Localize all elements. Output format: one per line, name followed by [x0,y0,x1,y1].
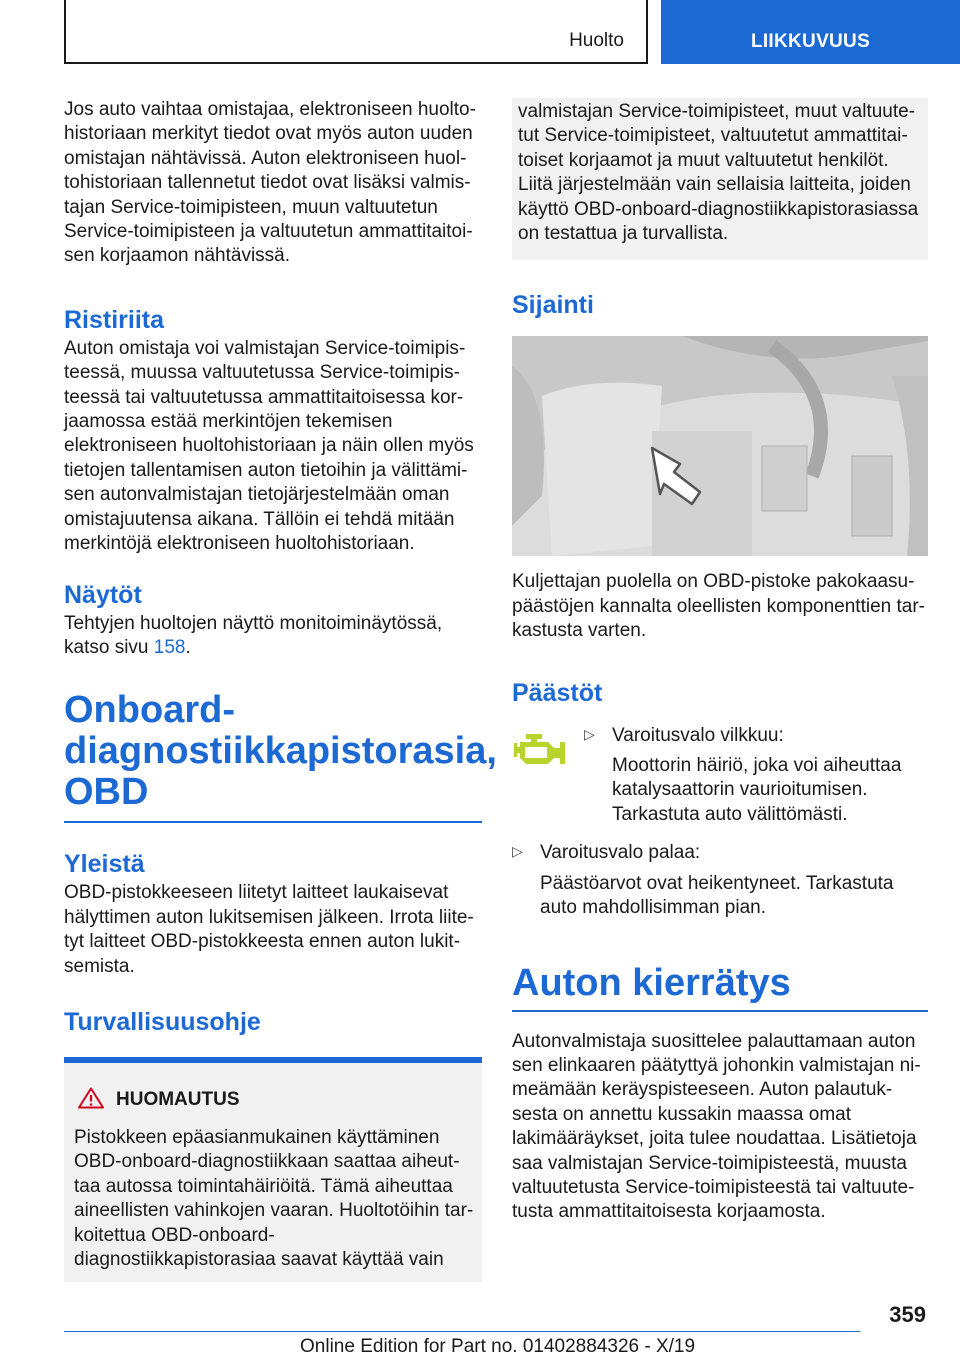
page-link-158[interactable]: 158 [153,636,186,658]
heading-turvallisuusohje: Turvallisuusohje [64,1007,261,1036]
warning-text: Pistokkeen epäasianmukainen käyttäminen OBD-onboard-diagnostiikkaan saattaa aiheuttaa autossa toimintahäiriöitä. Tämä aiheuttaa aineellisten vahinkojen vaaran. Huoltotöihin tarkoitettua OBD-onboard-diagnostiikkapistorasiaa saavat käyttää vain [74,1126,474,1270]
warning-header [78,1087,474,1114]
header-section-label: Huolto [569,30,624,51]
heading-kierratys: Auton kierrätys [512,961,791,1004]
heading-ristiriita: Ristiriita [64,305,165,334]
emissions-section [512,724,928,828]
footer-edition: Online Edition for Part no. 01402884326 - X/19 [300,1336,696,1357]
heading-obd: Onboard- diagnostiikkapistorasia, OBD [64,689,497,814]
heading-yleista: Yleistä [64,850,145,879]
triangle-bullet-icon: ▷ [584,725,595,742]
list-item: ▷ Varoitusvalo palaa: Päästöarvot ovat heikentyneet. Tarkastuta auto mahdollisimman pian. [512,842,894,919]
left-column [64,98,497,1282]
heading-sijainti: Sijainti [512,291,594,320]
warning-title: HUOMAUTUS [116,1089,240,1111]
header-chapter-tab[interactable] [661,0,960,64]
warning-box-continued [512,98,928,260]
intro-paragraph: Jos auto vaihtaa omistajaa, elektroniseen huoltohistoriaan merkityt tiedot ovat myös auton uuden omistajan nähtävissä. Auton elektroniseen huoltohistoriaan tallennetut tiedot ovat lisäksi valmistajan Service-toimipisteen, muun valtuutetun Service-toimipisteen ja valtuutetun ammattitaitoisen korjaamon nähtävissä. [64,99,476,267]
list-item: ▷ Varoitusvalo vilkkuu: Moottorin häiriö, joka voi aiheuttaa katalysaattorin vaurioitumisen. Tarkastuta auto välittömästi. [584,724,902,825]
obd-location-photo [512,336,928,556]
check-engine-icon [512,724,570,828]
kierratys-paragraph: Autonvalmistaja suosittelee palauttamaan auton sen elinkaaren päätyttyä johonkin valmistajan nimeämään keräyspisteeseen. Auton palautuksesta on annettu kussakin maassa omat lakimääräykset, joita tulee noudattaa. Lisätietoja saa valmistajan Service-toimipisteestä, muusta valtuutetusta Service-toimipisteestä tai valtuutetusta ammattitaitoisesta korjaamosta. [512,1030,921,1223]
heading-obd-rule [64,821,482,823]
heading-kierratys-rule [512,1010,928,1012]
header-section-box [64,0,648,64]
footer-rule [64,1331,860,1332]
emissions-list-2 [512,841,928,920]
naytot-paragraph: Tehtyjen huoltojen näyttö monitoiminäytössä, katso sivu 158. [64,612,443,658]
header-chapter-label: LIIKKUVUUS [750,31,871,52]
yleista-paragraph: OBD-pistokkeeseen liitetyt laitteet laukaisevat hälyttimen auton lukitsemisen jälkeen. Irrota liitetyt laitteet OBD-pistokkeesta ennen auton lukitsemista. [64,882,474,977]
ristiriita-paragraph: Auton omistaja voi valmistajan Service-toimipisteessä, muussa valtuutetussa Service-toimipisteessä tai valtuutetussa ammattitaitoisessa korjaamossa estää merkintöjen tekemisen elektroniseen huoltohistoriaan ja näin ollen myös tietojen tallentamisen auton tietoihin ja välittämisen autonvalmistajan tietojärjestelmään oman omistajuutensa aikana. Tällöin ei tehdä mitään merkintöjä elektroniseen huoltohistoriaan. [64,337,474,555]
warning-triangle-icon [78,1087,104,1114]
page-number: 359 [889,1302,926,1327]
warning-box [64,1057,482,1282]
heading-paastot: Päästöt [512,678,603,707]
right-column [512,98,928,1225]
sijainti-paragraph: Kuljettajan puolella on OBD-pistoke pakokaasupäästöjen kannalta oleellisten komponenttien tarkastusta varten. [512,571,925,642]
emissions-list [584,724,928,828]
heading-naytot: Näytöt [64,580,142,609]
warning-text-continued: valmistajan Service-toimipisteet, muut valtuutetut Service-toimipisteet, valtuutetut ammattitaitoiset korjaamot ja muut valtuutetut henkilöt. Liitä järjestelmään vain sellaisia laitteita, joiden käyttö OBD-onboard-diagnostiikkapistorasiassa on testattua ja turvallista. [518,101,919,245]
triangle-bullet-icon: ▷ [512,843,523,860]
